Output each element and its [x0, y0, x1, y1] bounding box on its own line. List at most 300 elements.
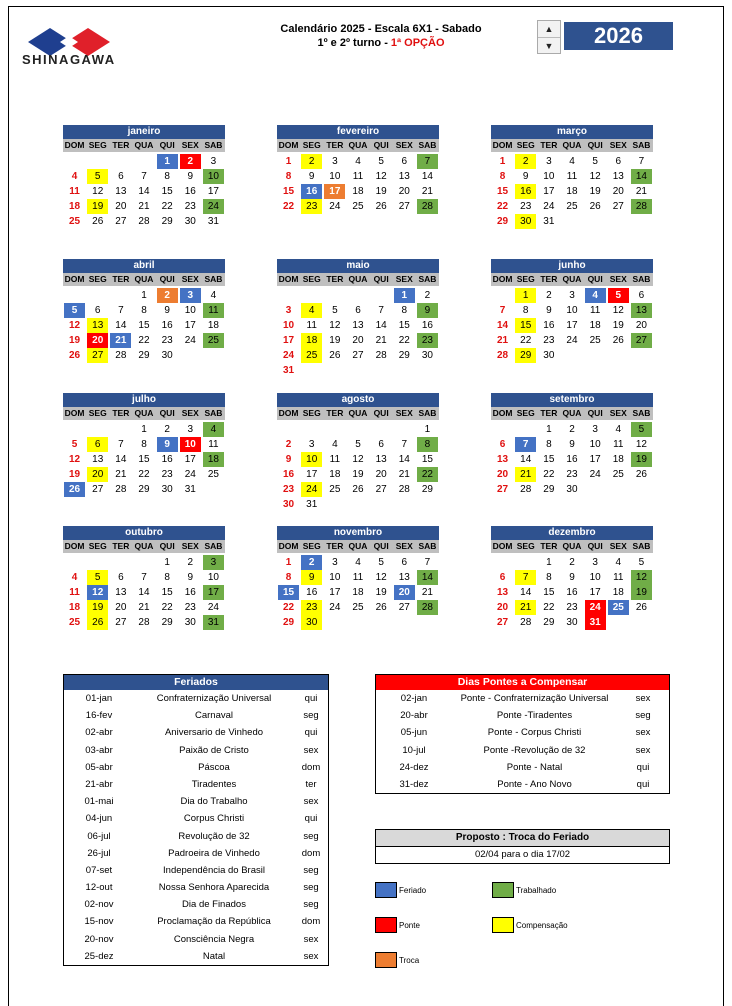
day-cell: 5	[87, 169, 108, 184]
bridge-row	[376, 776, 669, 793]
legend-trabalhado-swatch	[492, 882, 514, 898]
bridge-weekday: seg	[635, 710, 651, 722]
day-cell: 1	[424, 424, 431, 435]
legend-feriado	[375, 882, 426, 898]
holiday-date: 01-jan	[85, 693, 113, 704]
day-cell: 11	[329, 454, 341, 465]
legend-trabalhado-label: Trabalhado	[516, 885, 557, 895]
day-cell: 6	[118, 572, 124, 583]
weekday-label: QUI	[587, 274, 603, 284]
day-cell: 3	[187, 424, 194, 435]
bridge-date: 05-jun	[400, 727, 428, 739]
day-cell: 6	[401, 156, 408, 167]
weekday-label: QUI	[587, 408, 603, 418]
day-cell: 23	[417, 333, 438, 348]
day-cell: 14	[375, 320, 387, 331]
day-cell: 24	[589, 469, 601, 480]
day-cell: 11	[208, 439, 219, 450]
day-cell: 15	[278, 585, 299, 600]
day-cell: 18	[612, 587, 624, 598]
weekday-label: TER	[326, 140, 344, 150]
weekday-label: SAB	[632, 274, 651, 284]
weekday-label: DOM	[64, 541, 85, 551]
day-cell: 6	[615, 156, 622, 167]
day-cell: 17	[203, 585, 224, 600]
year-spinner[interactable]	[537, 20, 561, 54]
day-cell: 15	[138, 320, 150, 331]
day-cell: 12	[635, 439, 647, 450]
day-cell: 23	[543, 335, 555, 346]
day-cell: 12	[631, 570, 652, 585]
weekday-label: QUA	[348, 274, 368, 284]
day-cell: 5	[638, 557, 645, 568]
day-cell: 7	[515, 437, 536, 452]
day-cell: 1	[285, 156, 292, 167]
weekday-label: QUA	[562, 274, 582, 284]
day-cell: 25	[329, 484, 341, 495]
holiday-row	[64, 776, 328, 793]
day-cell: 1	[546, 557, 552, 568]
day-cell: 25	[608, 600, 629, 615]
day-blank	[277, 288, 300, 303]
day-cell: 2	[301, 154, 322, 169]
day-cell: 7	[401, 439, 408, 450]
month-title: janeiro	[63, 125, 225, 139]
weekday-label: TER	[540, 274, 558, 284]
day-cell: 3	[332, 156, 338, 167]
day-cell: 5	[608, 288, 629, 303]
day-cell: 19	[87, 199, 108, 214]
day-cell: 2	[187, 557, 194, 568]
legend-troca-swatch	[375, 952, 397, 968]
day-cell: 16	[161, 320, 173, 331]
day-cell: 2	[301, 555, 322, 570]
day-cell: 8	[164, 171, 170, 182]
day-cell: 10	[180, 437, 201, 452]
day-cell: 14	[417, 570, 438, 585]
bridge-days-table	[375, 674, 670, 794]
bridge-name: Ponte - Corpus Christi	[487, 727, 582, 739]
day-cell: 13	[92, 454, 104, 465]
proposal-title: Proposto : Troca do Feriado	[376, 830, 669, 847]
bridge-weekday: qui	[636, 761, 650, 773]
month-title: outubro	[63, 526, 225, 540]
bridge-row	[376, 724, 669, 741]
day-cell: 1	[157, 154, 178, 169]
day-blank	[132, 154, 155, 169]
weekday-label: SEX	[181, 274, 199, 284]
weekday-header	[277, 407, 439, 420]
holiday-date: 12-out	[85, 882, 113, 894]
day-cell: 16	[283, 469, 295, 480]
day-cell: 4	[301, 303, 322, 318]
day-cell: 18	[352, 587, 364, 598]
day-cell: 14	[398, 454, 410, 465]
day-cell: 17	[566, 320, 578, 331]
weekday-label: SEX	[609, 541, 627, 551]
day-cell: 22	[138, 469, 150, 480]
day-cell: 26	[329, 350, 341, 361]
day-cell: 27	[352, 350, 364, 361]
day-cell: 21	[138, 602, 150, 613]
day-cell: 22	[138, 335, 150, 346]
day-cell: 17	[329, 587, 341, 598]
weekday-label: DOM	[278, 140, 299, 150]
holiday-weekday: qui	[304, 727, 318, 739]
day-cell: 22	[161, 602, 173, 613]
weekday-label: DOM	[64, 140, 85, 150]
day-cell: 26	[375, 201, 387, 212]
day-cell: 21	[421, 186, 433, 197]
holiday-weekday: seg	[303, 830, 319, 842]
day-cell: 31	[203, 615, 224, 630]
day-cell: 17	[306, 469, 318, 480]
weekday-label: DOM	[492, 140, 513, 150]
day-cell: 8	[499, 171, 506, 182]
day-cell: 27	[115, 216, 127, 227]
day-cell: 10	[329, 171, 341, 182]
weekday-header	[491, 407, 653, 420]
weekday-label: SAB	[204, 140, 223, 150]
day-cell: 21	[110, 333, 131, 348]
month-title: agosto	[277, 393, 439, 407]
holiday-weekday: dom	[301, 916, 321, 928]
day-cell: 23	[301, 199, 322, 214]
day-cell: 17	[543, 186, 555, 197]
weekday-label: SAB	[418, 408, 437, 418]
day-cell: 4	[71, 572, 78, 583]
day-cell: 4	[203, 422, 224, 437]
weekday-label: SEX	[181, 140, 199, 150]
bridge-row	[376, 690, 669, 707]
day-cell: 9	[522, 171, 529, 182]
holiday-name: Confraternização Universal	[156, 693, 272, 704]
weekday-label: SEX	[609, 140, 627, 150]
legend-compensacao-label: Compensação	[516, 920, 568, 930]
holiday-date: 04-jun	[85, 813, 113, 825]
day-cell: 15	[283, 186, 295, 197]
day-cell: 2	[157, 288, 178, 303]
day-cell: 27	[497, 617, 509, 628]
holiday-weekday: sex	[303, 744, 319, 756]
holiday-row	[64, 759, 328, 776]
day-cell: 13	[375, 454, 387, 465]
month-11	[491, 526, 653, 630]
day-cell: 5	[378, 557, 384, 568]
day-cell: 3	[308, 439, 315, 450]
day-cell: 12	[69, 454, 81, 465]
day-cell: 17	[283, 335, 295, 346]
day-cell: 8	[522, 305, 529, 316]
holiday-row	[64, 690, 328, 707]
day-cell: 20	[497, 469, 509, 480]
day-cell: 30	[301, 615, 322, 630]
day-cell: 18	[566, 186, 578, 197]
day-cell: 10	[207, 572, 219, 583]
day-cell: 21	[515, 600, 536, 615]
weekday-label: QUI	[587, 541, 603, 551]
day-blank	[63, 422, 86, 437]
day-cell: 9	[164, 305, 170, 316]
day-cell: 30	[283, 499, 295, 510]
day-cell: 29	[543, 617, 555, 628]
day-cell: 12	[69, 320, 81, 331]
title-shift: 1º e 2º turno -	[317, 37, 391, 49]
day-cell: 29	[161, 617, 173, 628]
day-cell: 29	[138, 350, 150, 361]
day-cell: 12	[375, 572, 387, 583]
holiday-date: 03-abr	[85, 744, 113, 756]
day-cell: 8	[141, 305, 147, 316]
day-cell: 28	[375, 350, 387, 361]
day-cell: 29	[421, 484, 433, 495]
holiday-name: Páscoa	[198, 761, 230, 773]
day-cell: 5	[592, 156, 598, 167]
day-cell: 25	[207, 469, 219, 480]
weekday-header	[277, 540, 439, 553]
day-cell: 20	[115, 201, 127, 212]
day-cell: 15	[161, 587, 173, 598]
day-cell: 17	[184, 320, 196, 331]
weekday-header	[63, 540, 225, 553]
day-cell: 19	[329, 335, 341, 346]
weekday-label: DOM	[64, 408, 85, 418]
day-cell: 25	[69, 617, 81, 628]
weekday-label: SEX	[395, 408, 413, 418]
weekday-label: QUI	[159, 408, 175, 418]
day-blank	[109, 154, 132, 169]
day-cell: 21	[138, 201, 150, 212]
day-cell: 10	[329, 572, 341, 583]
day-cell: 4	[615, 557, 622, 568]
day-cell: 22	[543, 469, 555, 480]
weekday-label: SEG	[516, 541, 535, 551]
day-cell: 31	[283, 365, 295, 376]
day-cell: 6	[499, 439, 506, 450]
month-0	[63, 125, 225, 229]
day-cell: 29	[497, 216, 509, 227]
day-cell: 16	[161, 454, 173, 465]
day-blank	[514, 422, 537, 437]
day-blank	[63, 555, 86, 570]
day-cell: 2	[546, 290, 552, 301]
day-cell: 5	[332, 305, 338, 316]
month-7	[277, 393, 439, 512]
day-cell: 8	[546, 439, 552, 450]
day-cell: 17	[324, 184, 345, 199]
day-cell: 16	[301, 184, 322, 199]
weekday-label: QUI	[587, 140, 603, 150]
day-cell: 11	[566, 171, 578, 182]
day-blank	[370, 288, 393, 303]
proposal-box	[375, 829, 670, 864]
day-cell: 27	[115, 617, 127, 628]
day-cell: 27	[398, 602, 410, 613]
month-title: fevereiro	[277, 125, 439, 139]
day-cell: 25	[566, 201, 578, 212]
weekday-label: SEG	[302, 140, 321, 150]
day-cell: 14	[115, 454, 127, 465]
bridge-name: Ponte -Tiradentes	[496, 710, 573, 722]
day-cell: 12	[375, 171, 387, 182]
holiday-row	[64, 707, 328, 724]
day-cell: 28	[115, 484, 127, 495]
proposal-text: 02/04 para o dia 17/02	[474, 849, 571, 860]
month-10	[277, 526, 439, 630]
day-cell: 22	[283, 602, 295, 613]
holiday-weekday: seg	[303, 864, 319, 876]
day-cell: 1	[515, 288, 536, 303]
day-cell: 3	[546, 156, 552, 167]
day-cell: 19	[631, 585, 652, 600]
day-cell: 19	[589, 186, 601, 197]
title-line-1: Calendário 2025 - Escala 6X1 - Sabado	[280, 23, 482, 35]
day-cell: 8	[401, 305, 408, 316]
weekday-label: SEG	[516, 274, 535, 284]
day-cell: 18	[352, 186, 364, 197]
day-blank	[86, 288, 109, 303]
day-blank	[277, 422, 300, 437]
holiday-row	[64, 810, 328, 827]
day-cell: 15	[515, 318, 536, 333]
day-cell: 19	[352, 469, 364, 480]
day-cell: 18	[301, 333, 322, 348]
holiday-name: Natal	[202, 950, 226, 962]
day-cell: 28	[520, 617, 532, 628]
day-cell: 9	[569, 572, 575, 583]
day-cell: 13	[612, 171, 624, 182]
day-cell: 4	[355, 156, 361, 167]
day-grid	[277, 154, 439, 214]
day-cell: 29	[515, 348, 536, 363]
day-cell: 6	[378, 439, 384, 450]
holiday-name: Proclamação da República	[157, 916, 271, 928]
holiday-date: 02-abr	[85, 727, 113, 739]
day-grid	[63, 422, 225, 497]
day-cell: 27	[92, 484, 104, 495]
day-cell: 22	[543, 602, 555, 613]
day-cell: 24	[329, 602, 341, 613]
legend-ponte-swatch	[375, 917, 397, 933]
day-cell: 25	[203, 333, 224, 348]
day-cell: 20	[497, 602, 509, 613]
day-cell: 14	[497, 320, 509, 331]
day-cell: 31	[207, 216, 219, 227]
day-cell: 25	[352, 201, 364, 212]
day-cell: 26	[87, 615, 108, 630]
day-cell: 1	[546, 424, 552, 435]
weekday-header	[63, 407, 225, 420]
day-cell: 10	[589, 572, 601, 583]
day-cell: 4	[615, 424, 622, 435]
bridge-weekday: sex	[635, 744, 651, 756]
day-cell: 2	[424, 290, 431, 301]
day-cell: 10	[283, 320, 295, 331]
day-cell: 4	[355, 557, 361, 568]
weekday-label: DOM	[278, 408, 299, 418]
weekday-label: TER	[540, 541, 558, 551]
day-cell: 30	[184, 617, 196, 628]
day-cell: 23	[520, 201, 532, 212]
weekday-label: QUA	[348, 408, 368, 418]
day-cell: 28	[497, 350, 509, 361]
day-blank	[109, 422, 132, 437]
day-cell: 7	[118, 439, 124, 450]
day-cell: 23	[161, 469, 173, 480]
day-blank	[491, 422, 514, 437]
holiday-row	[64, 913, 328, 930]
weekday-label: QUA	[348, 541, 368, 551]
day-cell: 6	[94, 305, 101, 316]
day-cell: 9	[187, 572, 194, 583]
day-cell: 7	[378, 305, 384, 316]
weekday-label: QUI	[159, 541, 175, 551]
day-cell: 19	[612, 320, 624, 331]
day-cell: 11	[589, 305, 601, 316]
holiday-row	[64, 793, 328, 810]
holiday-row	[64, 742, 328, 759]
weekday-label: SEG	[302, 274, 321, 284]
day-blank	[109, 555, 132, 570]
day-cell: 23	[184, 201, 196, 212]
day-cell: 1	[141, 290, 147, 301]
bridge-row	[376, 759, 669, 776]
year-down-button[interactable]: ▼	[544, 41, 554, 51]
day-cell: 28	[520, 484, 532, 495]
bridge-date: 20-abr	[400, 710, 428, 722]
day-cell: 11	[613, 572, 624, 583]
day-cell: 2	[180, 154, 201, 169]
year-up-button[interactable]: ▲	[538, 21, 560, 38]
day-cell: 31	[184, 484, 196, 495]
day-cell: 1	[394, 288, 415, 303]
day-cell: 30	[161, 484, 173, 495]
legend-feriado-label: Feriado	[399, 885, 427, 895]
day-cell: 7	[515, 570, 536, 585]
day-cell: 1	[164, 557, 170, 568]
title-line-2	[250, 36, 512, 50]
day-cell: 17	[207, 186, 219, 197]
day-cell: 24	[184, 335, 196, 346]
day-cell: 21	[421, 587, 433, 598]
day-cell: 20	[635, 320, 647, 331]
day-cell: 24	[184, 469, 196, 480]
weekday-label: DOM	[492, 274, 513, 284]
weekday-label: QUI	[159, 274, 175, 284]
brand-name: SHINAGAWA	[22, 52, 116, 67]
weekday-label: SAB	[418, 541, 437, 551]
weekday-label: SAB	[632, 408, 651, 418]
month-title: maio	[277, 259, 439, 273]
day-cell: 8	[141, 439, 147, 450]
day-blank	[132, 555, 155, 570]
day-cell: 25	[612, 469, 624, 480]
holiday-date: 05-abr	[85, 761, 113, 773]
weekday-header	[63, 273, 225, 286]
day-cell: 26	[635, 602, 647, 613]
day-cell: 2	[569, 557, 575, 568]
day-cell: 3	[569, 290, 575, 301]
holiday-row	[64, 896, 328, 913]
day-blank	[323, 288, 346, 303]
weekday-header	[277, 139, 439, 152]
day-cell: 23	[566, 469, 578, 480]
holiday-row	[64, 845, 328, 862]
day-cell: 6	[118, 171, 124, 182]
day-grid	[277, 288, 439, 378]
weekday-label: TER	[112, 274, 130, 284]
day-cell: 20	[612, 186, 624, 197]
